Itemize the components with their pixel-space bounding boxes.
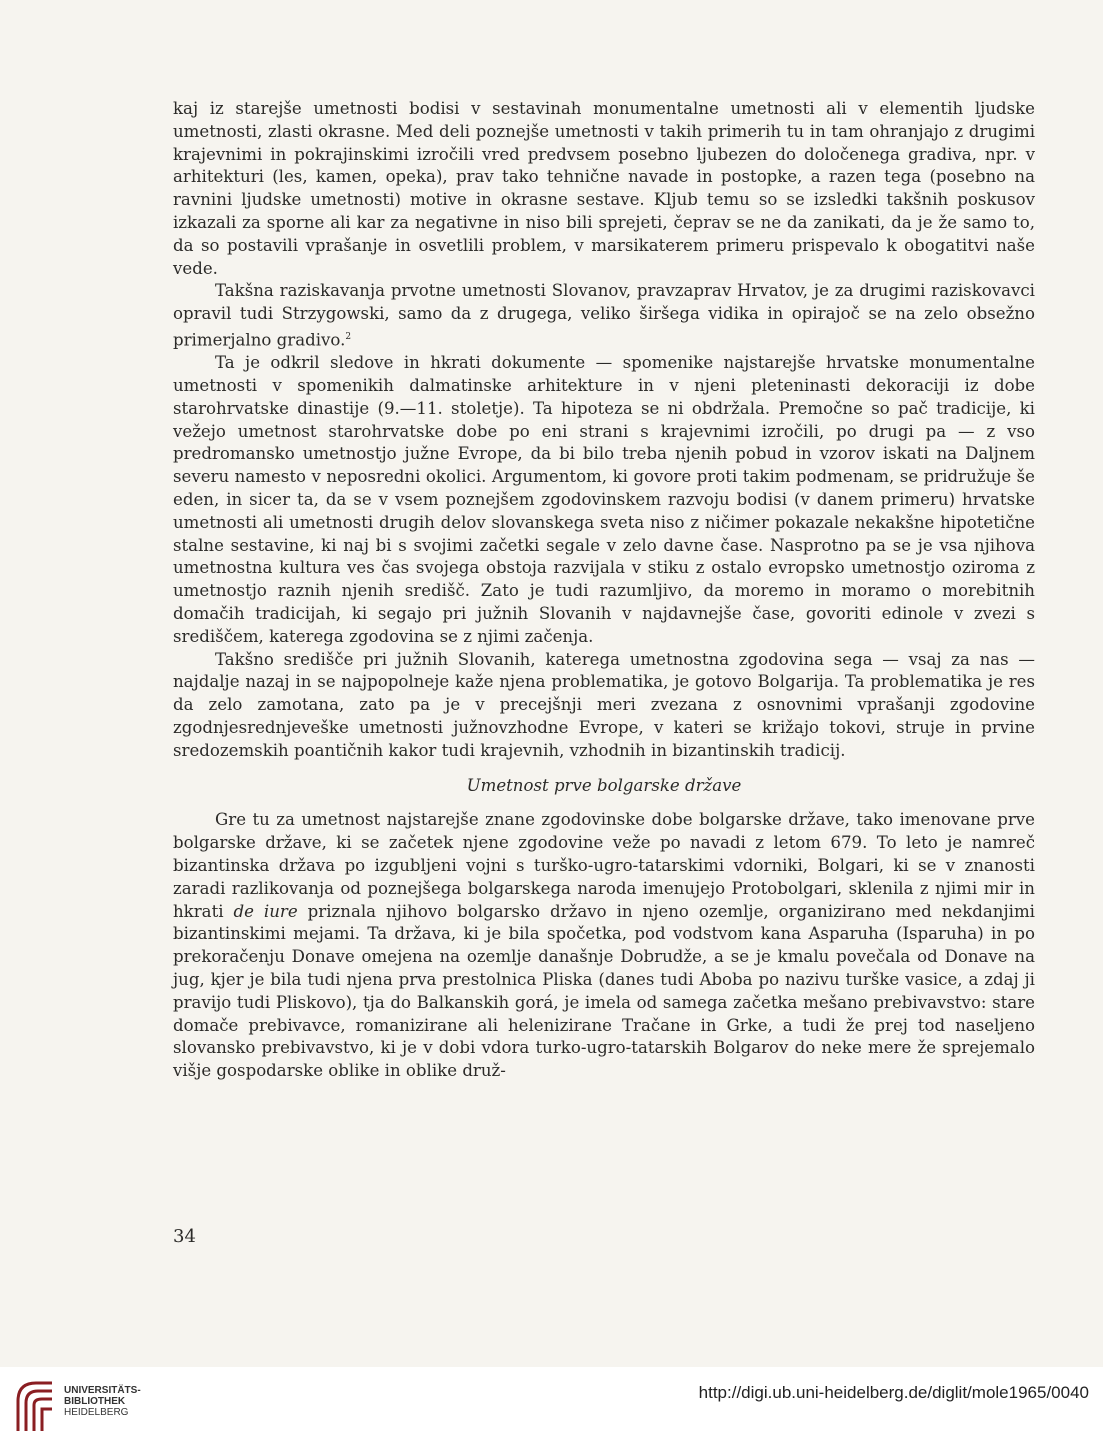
paragraph-5-italic: de iure: [233, 901, 298, 921]
paragraph-5-part-b: priznala njihovo bolgarsko državo in njeno ozemlje, organizirano med nekdanjimi bizantinskimi mejami. Ta država, ki je bila spočetka, pod vodstvom kana Asparuha (Isparuha) in po prekoračenju Donave omejena na ozemlje današnje Dobrudže, a se je kmalu povečala od Donave na jug, kjer je bila tudi njena prva prestolnica Pliska (danes tudi Aboba po nazivu turške vasice, a zdaj ji pravijo tudi Pliskovo), tja do Balkanskih gorá, je imela od samega začetka mešano prebivavstvo: stare domače prebivavce, romanizirane ali helenizirane Tračane in Grke, a tudi že prej tod naseljeno slovansko prebivavstvo, ki je v dobi vdora turko-ugro-tatarskih Bolgarov do neke mere že sprejemalo višje gospodarske oblike in oblike druž-: [173, 901, 1035, 1081]
paragraph-5: [173, 809, 1035, 1083]
paragraph-4: Takšno središče pri južnih Slovanih, katerega umetnostna zgodovina sega — vsaj za nas — najdalje nazaj in se najpopolneje kaže njena problematika, je gotovo Bolgarija. Ta problematika je res da zelo zamotana, zato pa je v precejšnji meri zvezana z osnovnimi vprašanji zgodovine zgodnjesrednjeveške umetnosti južnovzhodne Evrope, v kateri se križajo tokovi, struje in prvine sredozemskih poantičnih kakor tudi krajevnih, vzhodnih in bizantinskih tradicij.: [173, 649, 1035, 760]
footnote-ref: 2: [345, 331, 352, 342]
paragraph-1: kaj iz starejše umetnosti bodisi v sestavinah monumentalne umetnosti ali v elementih ljudske umetnosti, zlasti okrasne. Med deli poznejše umetnosti v takih primerih tu in tam ohranjajo z drugimi krajevnimi in pokrajinskimi izročili vred predvsem posebno ljubezen do določenega gradiva, npr. v arhitekturi (les, kamen, opeka), prav tako tehnične navade in postopke, a razen tega (posebno na ravnini ljudske umetnosti) motive in okrasne sestave. Kljub temu so se izsledki takšnih poskusov izkazali za sporne ali kar za negativne in niso bili sprejeti, čeprav se ne da zanikati, da je že samo to, da so postavili vprašanje in osvetlili problem, v marsikaterem primeru prispevalo k obogatitvi naše vede.: [173, 99, 1035, 278]
section-heading: Umetnost prve bolgarske države: [466, 775, 742, 795]
library-name: [64, 1385, 141, 1418]
library-line-1: UNIVERSITÄTS-: [64, 1385, 141, 1396]
library-line-3: HEIDELBERG: [64, 1407, 129, 1418]
library-logo-icon: [12, 1375, 60, 1435]
permalink-url[interactable]: http://digi.ub.uni-heidelberg.de/diglit/mole1965/0040: [698, 1383, 1089, 1402]
paragraph-3: Ta je odkril sledove in hkrati dokumente — spomenike najstarejše hrvatske monumentalne umetnosti v spomenikih dalmatinske arhitekture in v njeni pleteninasti dekoraciji iz dobe starohrvatske dinastije (9.—11. stoletje). Ta hipoteza se ni obdržala. Premočne so pač tradicije, ki vežejo umetnost starohrvatske dobe po eni strani s krajevnimi izročili, po drugi pa — z vso predromansko umetnostjo južne Evrope, da bi bilo treba njenih pobud in vzorov iskati na Daljnem severu namesto v neposredni okolici. Argumentom, ki govore proti takim podmenam, se pridružuje še eden, in sicer ta, da se v vsem poznejšem zgodovinskem razvoju bodisi (v danem primeru) hrvatske umetnosti ali umetnosti drugih delov slovanskega sveta niso z ničimer pokazale nekakšne hipotetične stalne sestavine, ki naj bi s svojimi začetki segale v zelo davne čase. Nasprotno pa se je vsa njihova umetnostna kultura ves čas svojega obstoja razvijala v stiku z ostalo evropsko umetnostjo oziroma z umetnostjo raznih njenih središč. Zato je tudi razumljivo, da moremo in moramo o morebitnih domačih tradicijah, ki segajo pri južnih Slovanih v najdavnejše čase, govoriti edinole v zvezi s središčem, katerega zgodovina se z njimi začenja.: [173, 353, 1035, 646]
paragraph-2: [173, 280, 1035, 352]
footer-bar: [0, 1367, 1103, 1447]
page-number: 34: [173, 1226, 196, 1247]
paragraph-5-part-a: Gre tu za umetnost najstarejše znane zgodovinske dobe bolgarske države, tako imenovane prve bolgarske države, ki se začetek njene zgodovine veže po navadi z letom 679. To leto je namreč bizantinska država po izgubljeni vojni s turško-ugro-tatarskimi vdorniki, Bolgari, ki se v znanosti zaradi razlikovanja od poznejšega bolgarskega naroda imenujejo Protobolgari, sklenila z njimi mir in hkrati: [173, 810, 1035, 921]
library-line-2: BIBLIOTHEK: [64, 1396, 126, 1407]
body-text: [173, 98, 1035, 1083]
paragraph-2-text: Takšna raziskavanja prvotne umetnosti Slovanov, pravzaprav Hrvatov, je za drugimi raziskovavci opravil tudi Strzygowski, samo da z drugega, veliko širšega vidika in opirajoč se na zelo obsežno primerjalno gradivo.: [173, 281, 1035, 350]
